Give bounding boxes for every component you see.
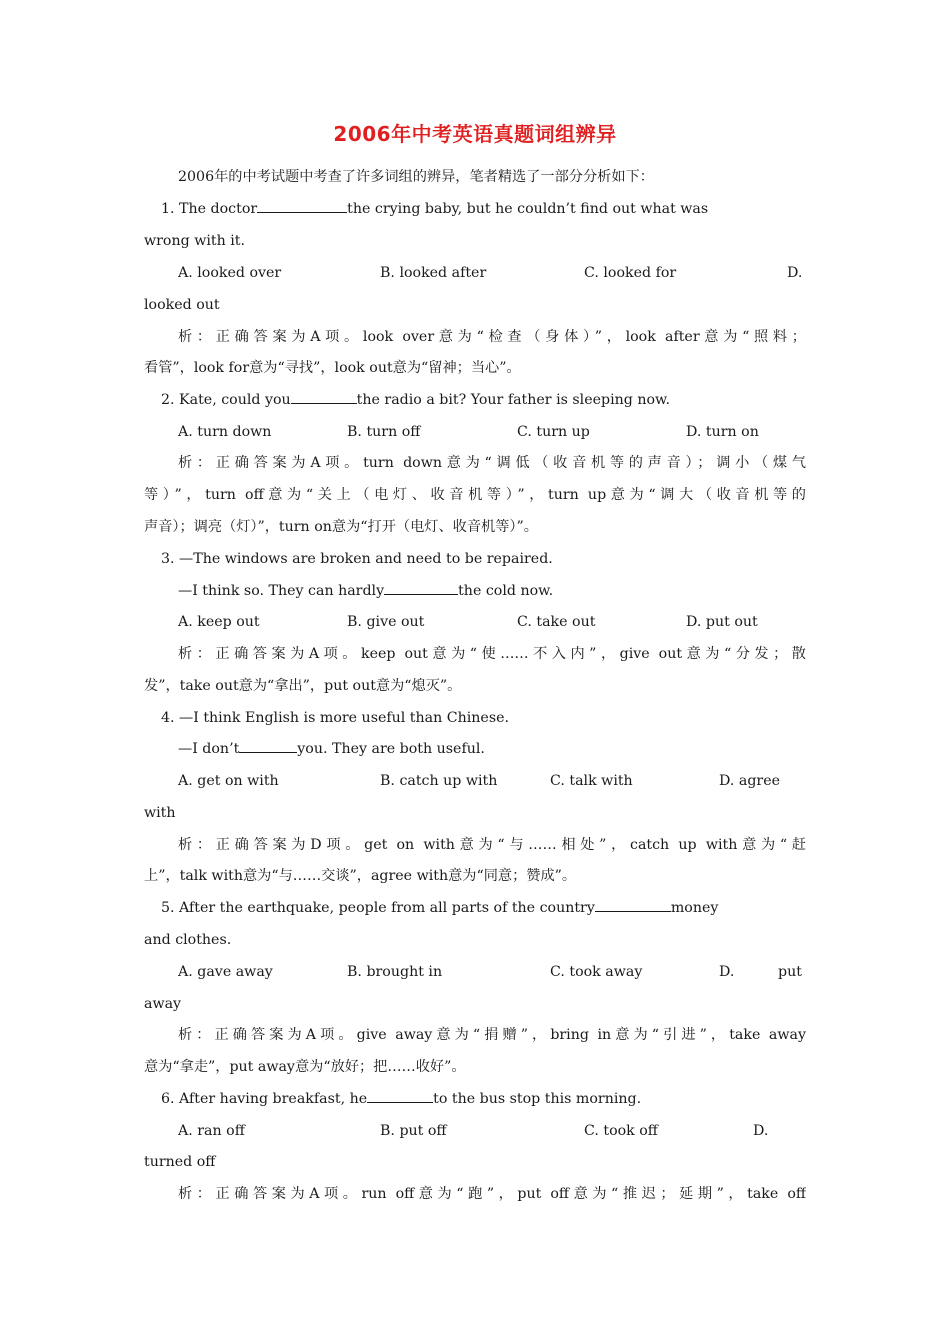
option-a: A. get on with (178, 773, 279, 789)
option-c: C. took off (584, 1123, 658, 1139)
question-6-options (178, 1119, 806, 1143)
answer-blank (291, 389, 357, 404)
option-b: B. catch up with (380, 773, 498, 789)
question-5-analysis: 析：正确答案为A项。give away意为“捐赠”，bring in意为“引进”，take away (178, 1027, 806, 1043)
option-d: D. turn on (686, 424, 759, 440)
option-a: A. keep out (178, 614, 260, 630)
question-2-analysis-cont: 等）”，turn off意为“关上（电灯、收音机等）”，turn up意为“调大（收音机等的 (144, 487, 806, 503)
question-5-options (178, 960, 806, 984)
option-c: C. took away (550, 964, 643, 980)
option-a: A. turn down (178, 424, 272, 440)
question-4-options (178, 769, 806, 793)
option-b: B. give out (347, 614, 425, 630)
question-2-analysis: 析：正确答案为A项。turn down意为“调低（收音机等的声音）；调小（煤气 (178, 455, 806, 471)
answer-blank (239, 738, 297, 753)
question-2-analysis-cont: 声音）；调亮（灯）”，turn on意为“打开（电灯、收音机等）”。 (144, 519, 538, 535)
question-3-stem-cont: —I think so. They can hardly the cold now. (178, 579, 806, 603)
question-3-analysis-cont: 发”，take out意为“拿出”，put out意为“熄灭”。 (144, 678, 462, 694)
question-1-options (178, 261, 806, 285)
option-c: C. turn up (517, 424, 590, 440)
option-d-text: put (778, 964, 802, 980)
question-3-stem: 3. —The windows are broken and need to be repaired. (161, 551, 553, 567)
option-d: D. (719, 964, 735, 980)
question-1-analysis: 析：正确答案为A项。look over意为“检查（身体）”，look after意为“照料； (178, 329, 806, 345)
option-a: A. ran off (178, 1123, 245, 1139)
answer-blank (367, 1088, 433, 1103)
question-4-option-d-wrap: with (144, 805, 176, 821)
answer-blank (257, 198, 347, 213)
question-1-stem: 1. The doctor the crying baby, but he couldn’t find out what was (161, 197, 806, 221)
question-1-stem-cont: wrong with it. (144, 233, 245, 249)
question-3-analysis: 析：正确答案为A项。keep out意为“使……不入内”，give out意为“分发；散 (178, 646, 806, 662)
intro-paragraph: 2006年的中考试题中考查了许多词组的辨异，笔者精选了一部分分析如下： (178, 169, 654, 185)
document-title: 2006年中考英语真题词组辨异 (333, 122, 617, 146)
question-5-stem: 5. After the earthquake, people from all parts of the country money (161, 896, 806, 920)
question-1-analysis-cont: 看管”，look for意为“寻找”，look out意为“留神；当心”。 (144, 360, 521, 376)
option-c: C. take out (517, 614, 596, 630)
question-6-stem: 6. After having breakfast, he to the bus stop this morning. (161, 1087, 806, 1111)
question-3-options (178, 610, 806, 634)
question-4-analysis-cont: 上”，talk with意为“与……交谈”，agree with意为“同意；赞成”。 (144, 868, 577, 884)
option-b: B. looked after (380, 265, 487, 281)
option-b: B. brought in (347, 964, 443, 980)
question-2-options (178, 420, 806, 444)
option-c: C. looked for (584, 265, 677, 281)
question-4-analysis: 析：正确答案为D项。get on with意为“与……相处”，catch up with意为“赶 (178, 837, 806, 853)
option-b: B. turn off (347, 424, 421, 440)
question-5-stem-cont: and clothes. (144, 932, 232, 948)
question-6-analysis: 析：正确答案为A项。run off意为“跑”，put off意为“推迟；延期”，take off (178, 1186, 806, 1202)
option-d: D. (753, 1123, 769, 1139)
question-2-stem: 2. Kate, could you the radio a bit? Your father is sleeping now. (161, 388, 806, 412)
option-d: D. agree (719, 773, 781, 789)
option-a: A. gave away (178, 964, 273, 980)
question-6-option-d-wrap: turned off (144, 1154, 216, 1170)
option-c: C. talk with (550, 773, 633, 789)
option-d: D. put out (686, 614, 758, 630)
question-5-option-d-wrap: away (144, 996, 182, 1012)
question-5-analysis-cont: 意为“拿走”，put away意为“放好；把……收好”。 (144, 1059, 466, 1075)
question-4-stem: 4. —I think English is more useful than Chinese. (161, 710, 510, 726)
option-a: A. looked over (178, 265, 282, 281)
question-1-option-d-wrap: looked out (144, 297, 220, 313)
question-4-stem-cont: —I don’t you. They are both useful. (178, 737, 806, 761)
answer-blank (595, 897, 671, 912)
option-d: D. (787, 265, 803, 281)
answer-blank (384, 580, 458, 595)
option-b: B. put off (380, 1123, 447, 1139)
